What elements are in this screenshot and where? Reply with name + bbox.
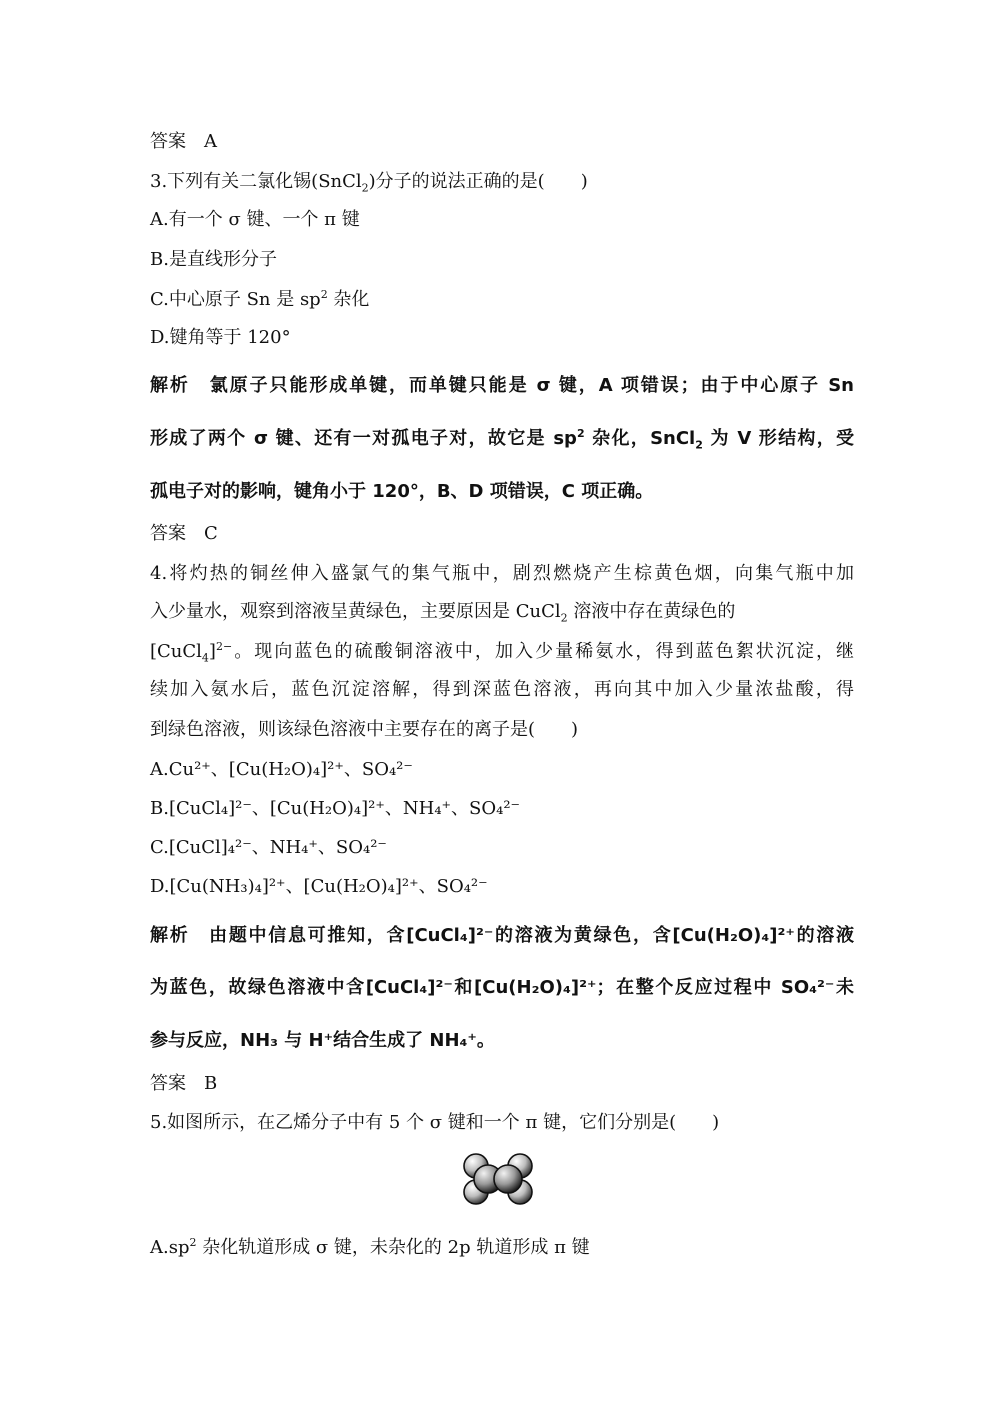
question-4-option-d: D.[Cu(NH₃)₄]²⁺、[Cu(H₂O)₄]²⁺、SO₄²⁻	[150, 876, 488, 897]
answer-value: B	[204, 1073, 218, 1094]
question-4-option-c: C.[CuCl]₄²⁻、NH₄⁺、SO₄²⁻	[150, 837, 387, 858]
question-5-stem: 5.如图所示，在乙烯分子中有 5 个 σ 键和一个 π 键，它们分别是( )	[150, 1112, 720, 1133]
question-3-option-a: A.有一个 σ 键、一个 π 键	[150, 209, 360, 230]
answer-label: 答案	[150, 1073, 186, 1094]
question-3-option-d: D.键角等于 120°	[150, 327, 291, 348]
question-3-option-c: C.中心原子 Sn 是 $sp^2$ 杂化	[150, 288, 370, 310]
question-4-stem-line-1: 4.将灼热的铜丝伸入盛氯气的集气瓶中，剧烈燃烧产生棕黄色烟，向集气瓶中加	[150, 563, 854, 584]
question-3-option-b: B.是直线形分子	[150, 249, 277, 270]
question-4-stem-line-4: 续加入氨水后，蓝色沉淀溶解，得到深蓝色溶液，再向其中加入少量浓盐酸，得	[150, 679, 854, 700]
question-4-option-a: A.Cu²⁺、[Cu(H₂O)₄]²⁺、SO₄²⁻	[150, 759, 413, 780]
question-3-analysis-line-1: 解析 氯原子只能形成单键，而单键只能是 σ 键，A 项错误；由于中心原子 Sn	[150, 375, 854, 396]
answer-line	[150, 130, 854, 154]
answer-line	[150, 522, 854, 546]
question-4-analysis-line-2: 为蓝色，故绿色溶液中含[CuCl₄]²⁻和[Cu(H₂O)₄]²⁺；在整个反应过程中 SO₄²⁻未	[150, 977, 854, 998]
question-3-stem: 3.下列有关二氯化锡(SnCl$_2$)分子的说法正确的是( )	[150, 171, 588, 195]
question-4-stem-line-3: [CuCl$_4$]$^{2-}$。现向蓝色的硫酸铜溶液中，加入少量稀氨水，得到蓝色絮状沉淀，继	[150, 640, 854, 665]
question-3-analysis-line-3: 孤电子对的影响，键角小于 120°，B、D 项错误，C 项正确。	[150, 481, 654, 502]
question-4-stem-line-2: 入少量水，观察到溶液呈黄绿色，主要原因是 CuCl$_2$ 溶液中存在黄绿色的	[150, 601, 736, 625]
ethylene-molecule-figure	[462, 1150, 534, 1208]
question-5-option-a: $A.sp^2$ 杂化轨道形成 σ 键，未杂化的 2p 轨道形成 π 键	[150, 1236, 590, 1258]
analysis-label: 解析	[150, 925, 190, 946]
question-3-analysis-line-2: 形成了两个 σ 键、还有一对孤电子对，故它是 $sp^2$ 杂化，SnCl$_2$ 为 V 形结构，受	[150, 427, 854, 452]
question-4-stem-line-5: 到绿色溶液，则该绿色溶液中主要存在的离子是( )	[150, 719, 579, 740]
carbon-atom	[494, 1165, 522, 1193]
answer-value: A	[204, 131, 217, 152]
analysis-label: 解析	[150, 375, 190, 396]
question-4-option-b: B.[CuCl₄]²⁻、[Cu(H₂O)₄]²⁺、NH₄⁺、SO₄²⁻	[150, 798, 521, 819]
answer-value: C	[204, 523, 218, 544]
answer-label: 答案	[150, 131, 186, 152]
question-4-analysis-line-1: 解析 由题中信息可推知，含[CuCl₄]²⁻的溶液为黄绿色，含[Cu(H₂O)₄]²⁺的溶液	[150, 925, 854, 946]
answer-label: 答案	[150, 523, 186, 544]
question-4-analysis-line-3: 参与反应，NH₃ 与 H⁺结合生成了 NH₄⁺。	[150, 1030, 495, 1051]
answer-line	[150, 1072, 854, 1096]
